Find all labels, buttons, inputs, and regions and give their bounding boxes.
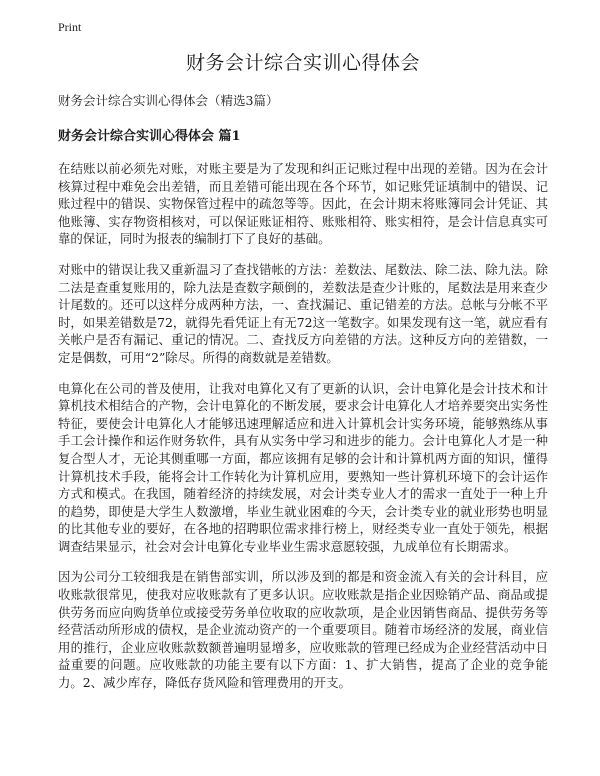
paragraph-3: 电算化在公司的普及使用，让我对电算化又有了更新的认识，会计电算化是会计技术和计算机技术相结合的产物，会计电算化的不断发展，要求会计电算化人才培养要突出实务性特征，要使会计电算化人才能够迅速理解适应和进入计算机会计实务环境，能够熟练从事手工会计操作和运作财务软件，具有从实务中学习和进步的能力。会计电算化人才是一种复合型人才，无论其侧重哪一方面，都应该拥有足够的会计和计算机两方面的知识，懂得计算机技术手段，能将会计工作转化为计算机应用，要熟知一些计算机环境下的会计运作方式和模式。在我国，随着经济的持续发展，对会计类专业人才的需求一直处于一种上升的趋势，即使是大学生人数激增，毕业生就业困难的今天，会计类专业的就业形势也明显的比其他专业的要好，在各地的招聘职位需求排行榜上，财经类专业一直处于领先，根据调查结果显示，社会对会计电算化专业毕业生需求意愿较强，九成单位有长期需求。 [58,380,548,554]
section-heading: 财务会计综合实训心得体会 篇1 [58,129,241,144]
paragraph-4: 因为公司分工较细我是在销售部实训，所以涉及到的都是和资金流入有关的会计科目，应收账款很常见，使我对应收账款有了更多认识。应收账款是指企业因赊销产品、商品或提供劳务而应向购货单位或接受劳务单位收取的应收款项，是企业因销售商品、提供劳务等经营活动所形成的债权，是企业流动资产的一个重要项目。随着市场经济的发展，商业信用的推行，企业应收账款数额普遍明显增多，应收账款的管理已经成为企业经营活动中日益重要的问题。应收账款的功能主要有以下方面：1、扩大销售，提高了企业的竞争能力。2、减少库存，降低存货风险和管理费用的开支。 [58,569,548,691]
document-subtitle: 财务会计综合实训心得体会（精选3篇） [58,93,279,108]
print-link[interactable]: Print [58,20,82,34]
paragraph-1: 在结账以前必须先对账，对账主要是为了发现和纠正记账过程中出现的差错。因为在会计核算过程中难免会出差错，而且差错可能出现在各个环节，如记账凭证填制中的错误、记账过程中的错误、实物保管过程中的疏忽等等。因此，在会计期末将账簿同会计凭证、其他账簿、实存物资相核对，可以保证账证相符、账账相符、账实相符，是会计信息真实可靠的保证，同时为报表的编制打下了良好的基础。 [58,161,548,247]
document-body [58,50,548,705]
document-title: 财务会计综合实训心得体会 [185,52,420,74]
paragraph-2: 对账中的错误让我又重新温习了查找错帐的方法：差数法、尾数法、除二法、除九法。除二法是查重复账用的，除九法是查数字颠倒的，差数法是查少计账的，尾数法是用来查少计尾数的。还可以这样分成两种方法，一、查找漏记、重记错差的方法。总帐与分帐不平时，如果差错数是72，就得先看凭证上有无72这一笔数字。如果发现有这一笔，就应看有关帐户是否有漏记、重记的情况。二、查找反方向差错的方法。这种反方向的差错数，一定是偶数，可用“2”除尽。所得的商数就是差错数。 [58,261,548,365]
